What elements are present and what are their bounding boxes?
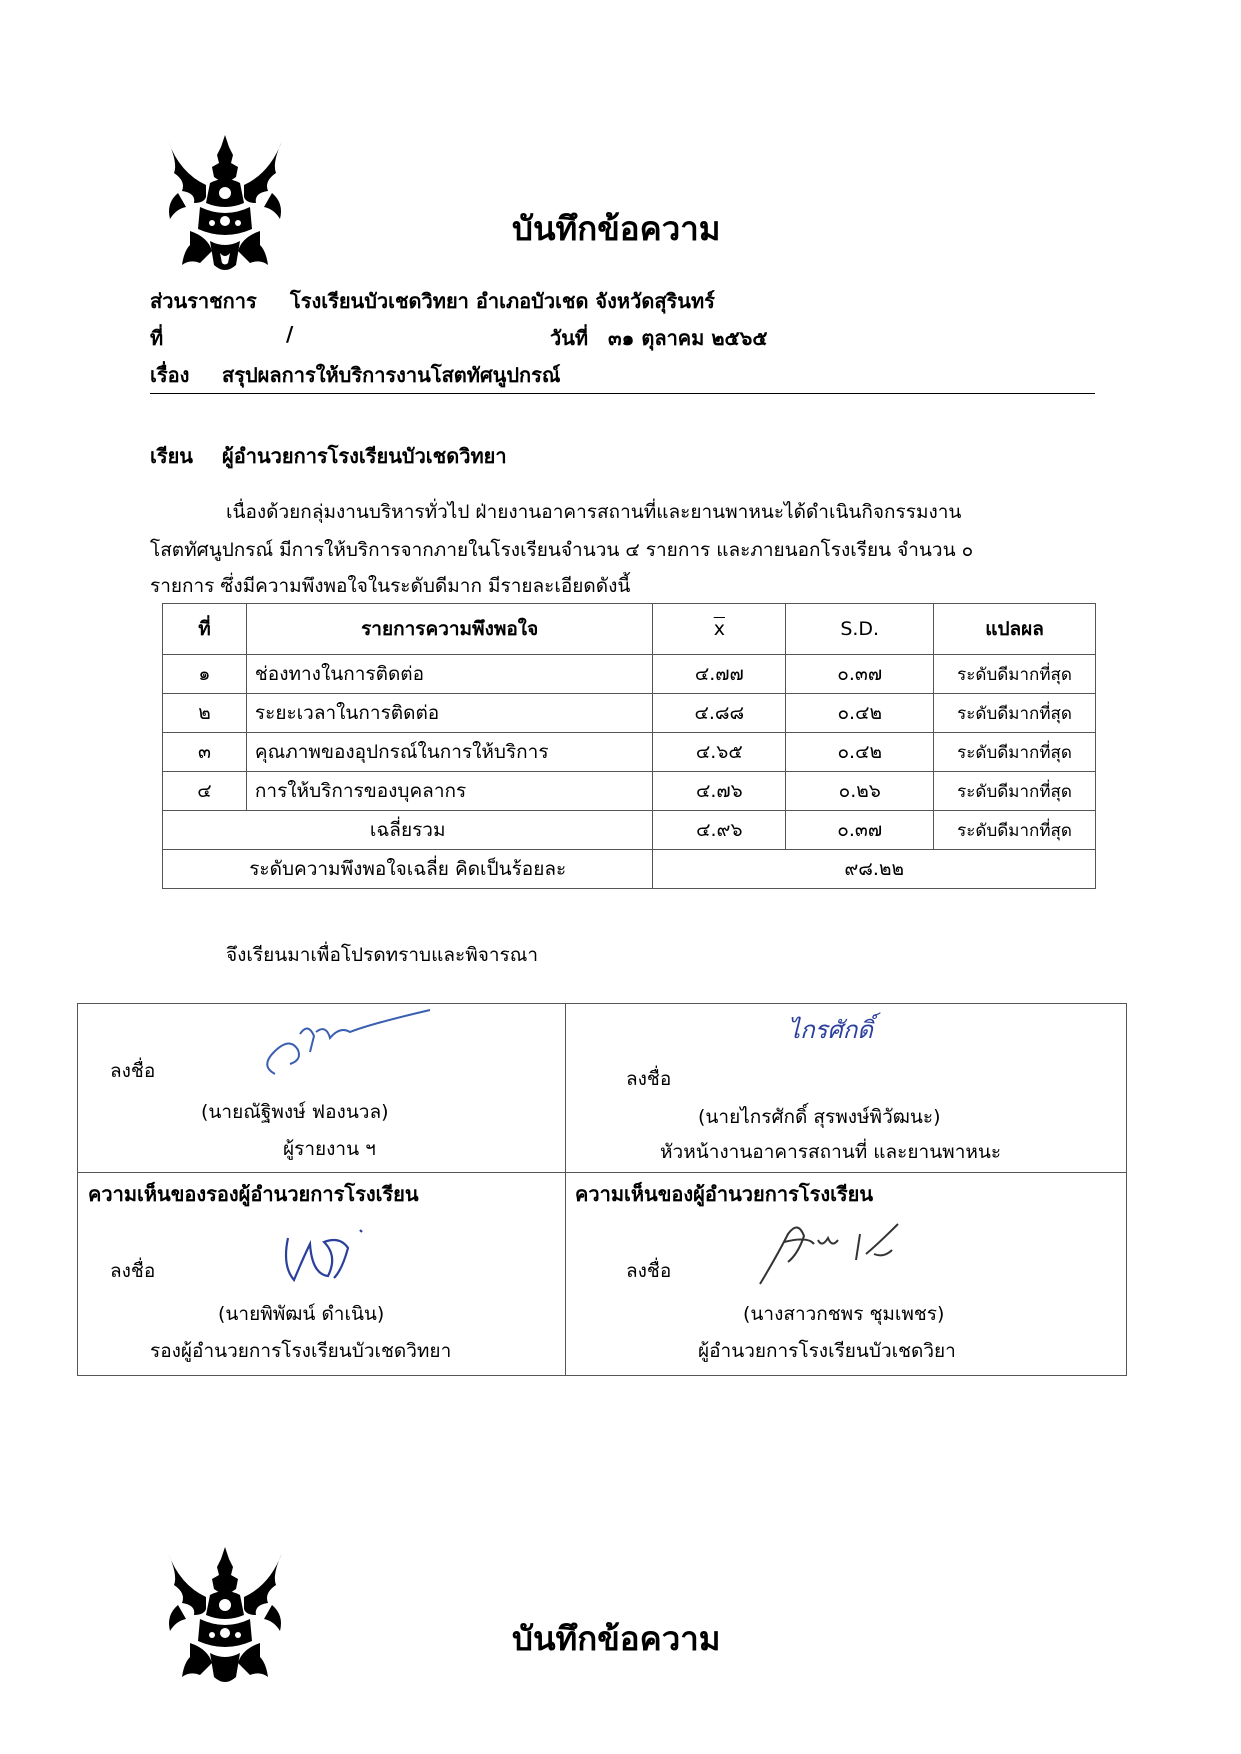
page2-memo-title: บันทึกข้อความ (512, 1619, 721, 1658)
subject-label: เรื่อง (150, 363, 190, 387)
row-result: ระดับดีมากที่สุด (934, 694, 1096, 733)
row-result: ระดับดีมากที่สุด (934, 733, 1096, 772)
director-position: ผู้อำนวยการโรงเรียนบัวเชดวิยา (698, 1340, 956, 1362)
reference-slash: / (286, 322, 294, 346)
header-no: ที่ (163, 604, 247, 655)
agency-label: ส่วนราชการ (150, 289, 257, 313)
row-item: ระยะเวลาในการติดต่อ (246, 694, 652, 733)
to-value: ผู้อำนวยการโรงเรียนบัวเชดวิทยา (222, 444, 507, 468)
closing-text: จึงเรียนมาเพื่อโปรดทราบและพิจารณา (226, 944, 539, 966)
paragraph-line-3: รายการ ซึ่งมีความพึงพอใจในระดับดีมาก มีรายละเอียดดังนี้ (150, 575, 631, 597)
reporter-signature-icon (250, 1004, 470, 1084)
percent-label: ระดับความพึงพอใจเฉลี่ย คิดเป็นร้อยละ (163, 850, 653, 889)
row-no: ๓ (163, 733, 247, 772)
paragraph-line-1: เนื่องด้วยกลุ่มงานบริหารทั่วไป ฝ่ายงานอาคารสถานที่และยานพาหนะได้ดำเนินกิจกรรมงาน (226, 501, 962, 523)
row-sd: ๐.๔๒ (786, 733, 934, 772)
row-item: คุณภาพของอุปกรณ์ในการให้บริการ (246, 733, 652, 772)
director-sign-label: ลงชื่อ (626, 1260, 672, 1282)
garuda-emblem-icon (160, 133, 290, 278)
average-label: เฉลี่ยรวม (163, 811, 653, 850)
row-result: ระดับดีมากที่สุด (934, 655, 1096, 694)
average-result: ระดับดีมากที่สุด (934, 811, 1096, 850)
deputy-signature-icon (278, 1226, 388, 1286)
row-sd: ๐.๒๖ (786, 772, 934, 811)
reporter-name: (นายณัฐิพงษ์ ฟองนวล) (201, 1101, 389, 1123)
header-divider (150, 393, 1095, 394)
deputy-sign-label: ลงชื่อ (110, 1260, 156, 1282)
to-label: เรียน (150, 444, 193, 468)
director-name: (นางสาวกชพร ชุมเพชร) (743, 1303, 945, 1325)
percent-row (163, 850, 1096, 889)
memo-title: บันทึกข้อความ (512, 209, 721, 248)
row-mean: ๔.๗๗ (653, 655, 786, 694)
row-sd: ๐.๔๒ (786, 694, 934, 733)
head-name: (นายไกรศักดิ์ สุรพงษ์พิวัฒนะ) (698, 1106, 941, 1128)
header-result: แปลผล (934, 604, 1096, 655)
agency-value: โรงเรียนบัวเชดวิทยา อำเภอบัวเชด จังหวัดสุรินทร์ (290, 289, 715, 313)
date-label: วันที่ (550, 326, 589, 350)
table-row (163, 733, 1096, 772)
deputy-name: (นายพิพัฒน์ ดำเนิน) (218, 1303, 385, 1325)
reference-label: ที่ (150, 326, 164, 350)
row-no: ๔ (163, 772, 247, 811)
garuda-emblem-icon (160, 1545, 290, 1690)
signature-block (77, 1003, 1127, 1376)
row-result: ระดับดีมากที่สุด (934, 772, 1096, 811)
table-row (163, 772, 1096, 811)
row-no: ๒ (163, 694, 247, 733)
deputy-position: รองผู้อำนวยการโรงเรียนบัวเชดวิทยา (150, 1340, 452, 1362)
signature-column-divider (565, 1004, 566, 1375)
row-item: ช่องทางในการติดต่อ (246, 655, 652, 694)
director-opinion-heading: ความเห็นของผู้อำนวยการโรงเรียน (575, 1182, 874, 1206)
row-mean: ๔.๖๕ (653, 733, 786, 772)
header-sd: S.D. (786, 604, 934, 655)
date-value: ๓๑ ตุลาคม ๒๕๖๕ (608, 326, 768, 350)
subject-value: สรุปผลการให้บริการงานโสตทัศนูปกรณ์ (222, 363, 561, 387)
average-row (163, 811, 1096, 850)
table-row (163, 694, 1096, 733)
row-mean: ๔.๗๖ (653, 772, 786, 811)
table-row (163, 655, 1096, 694)
header-mean: $\overline{x}$ (653, 604, 786, 655)
average-mean: ๔.๙๖ (653, 811, 786, 850)
table-header-row (163, 604, 1096, 655)
percent-value: ๙๘.๒๒ (653, 850, 1096, 889)
director-signature-icon (748, 1214, 928, 1289)
satisfaction-table (162, 603, 1096, 889)
deputy-opinion-heading: ความเห็นของรองผู้อำนวยการโรงเรียน (88, 1182, 419, 1206)
head-sign-label: ลงชื่อ (626, 1068, 672, 1090)
signature-row-divider (78, 1172, 1126, 1173)
reporter-position: ผู้รายงาน ฯ (283, 1138, 376, 1160)
head-signature: ไกรศักดิ์ (788, 1016, 873, 1044)
row-mean: ๔.๘๘ (653, 694, 786, 733)
row-sd: ๐.๓๗ (786, 655, 934, 694)
average-sd: ๐.๓๗ (786, 811, 934, 850)
row-no: ๑ (163, 655, 247, 694)
paragraph-line-2: โสตทัศนูปกรณ์ มีการให้บริการจากภายในโรงเรียนจำนวน ๔ รายการ และภายนอกโรงเรียน จำนวน ๐ (150, 539, 974, 561)
row-item: การให้บริการของบุคลากร (246, 772, 652, 811)
header-item: รายการความพึงพอใจ (246, 604, 652, 655)
reporter-sign-label: ลงชื่อ (110, 1060, 156, 1082)
head-position: หัวหน้างานอาคารสถานที่ และยานพาหนะ (660, 1141, 1002, 1163)
